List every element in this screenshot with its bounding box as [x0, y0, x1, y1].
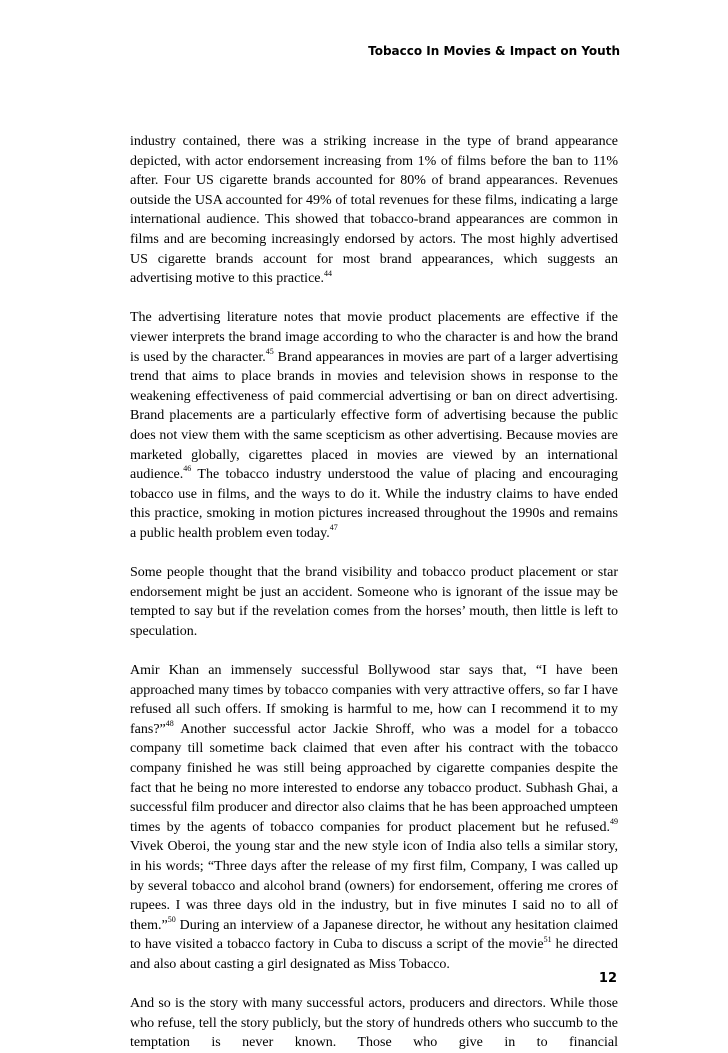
- footnote-ref: 49: [610, 817, 618, 827]
- page-number: 12: [598, 971, 617, 986]
- paragraph: [130, 308, 618, 543]
- text-run: During an interview of a Japanese director, he without any hesitation claimed to have visited a tobacco factory in Cuba to discuss a script of the movie: [130, 917, 618, 953]
- body-text: [130, 132, 618, 1053]
- text-run: And so is the story with many successful actors, producers and directors. While those who refuse, tell the story publicly, but the story of hundreds others who succumb to the temptation is never known. Those who give in to financial: [130, 996, 618, 1051]
- running-header: Tobacco In Movies & Impact on Youth: [368, 44, 620, 58]
- footnote-ref: 45: [265, 346, 274, 356]
- footnote-ref: 51: [543, 934, 552, 944]
- text-run: The tobacco industry understood the value of placing and encouraging tobacco use in films, and the ways to do it. While the industry claims to have ended this practice, smoking in motion pictures increased throughout the 1990s and remains a public health problem even today.: [130, 467, 618, 541]
- footnote-ref: 50: [167, 915, 176, 925]
- paragraph: [130, 563, 618, 641]
- text-run: Brand appearances in movies are part of a larger advertising trend that aims to place brands in movies and television shows in response to the weakening effectiveness of paid commercial advertising or ban on direct advertising. Brand placements are a particularly effective form of advertising because the public does not view them with the same scepticism as other advertising. Because movies are marketed globally, cigarettes placed in movies are viewed by an international audience.: [130, 349, 618, 483]
- paragraph: [130, 994, 618, 1053]
- footnote-ref: 44: [324, 268, 333, 278]
- text-run: Another successful actor Jackie Shroff, who was a model for a tobacco company till sometime back claimed that even after his contract with the tobacco company finished he was still being approached by cigarette companies despite the fact that he being no more interested to endorse any tobacco product. Subhash Ghai, a successful film producer and director also claims that he has been approached umpteen times by the agents of tobacco companies for product placement but he refused.: [130, 721, 618, 835]
- text-run: he directed and also about casting a girl designated as Miss Tobacco.: [130, 937, 619, 972]
- text-run: Some people thought that the brand visibility and tobacco product placement or star endorsement might be just an accident. Someone who is ignorant of the issue may be tempted to say but if the revelation comes from the horses’ mouth, then little is left to speculation.: [130, 565, 618, 639]
- paragraph: [130, 661, 618, 975]
- footnote-ref: 46: [183, 464, 192, 474]
- text-run: Vivek Oberoi, the young star and the new style icon of India also tells a similar story, in his words; “Three days after the release of my first film, Company, I was called up by several tobacco and alcohol brand (owners) for endorsement, offering me crores of rupees. I was three days old in the industry, but in five minutes I said no to all of them.”: [130, 839, 618, 933]
- text-run: Amir Khan an immensely successful Bollywood star says that, “I have been approached many times by tobacco companies with very attractive offers, so far I have refused all such offers. If smoking is harmful to me, how can I recommend it to my fans?”: [130, 663, 618, 737]
- paragraph: [130, 132, 618, 289]
- text-run: industry contained, there was a striking increase in the type of brand appearance depicted, with actor endorsement increasing from 1% of films before the ban to 11% after. Four US cigarette brands accounted for 80% of brand appearances. Revenues outside the USA accounted for 49% of total revenues for these films, indicating a large international audience. This showed that tobacco-brand appearances are common in films and are becoming increasingly endorsed by actors. The most highly advertised US cigarette brands account for most brand appearances, which suggests an advertising motive to this practice.: [130, 134, 618, 287]
- footnote-ref: 47: [329, 523, 338, 533]
- footnote-ref: 48: [165, 719, 174, 729]
- text-run: The advertising literature notes that movie product placements are effective if the viewer interprets the brand image according to who the character is and how the brand is used by the character.: [130, 310, 618, 365]
